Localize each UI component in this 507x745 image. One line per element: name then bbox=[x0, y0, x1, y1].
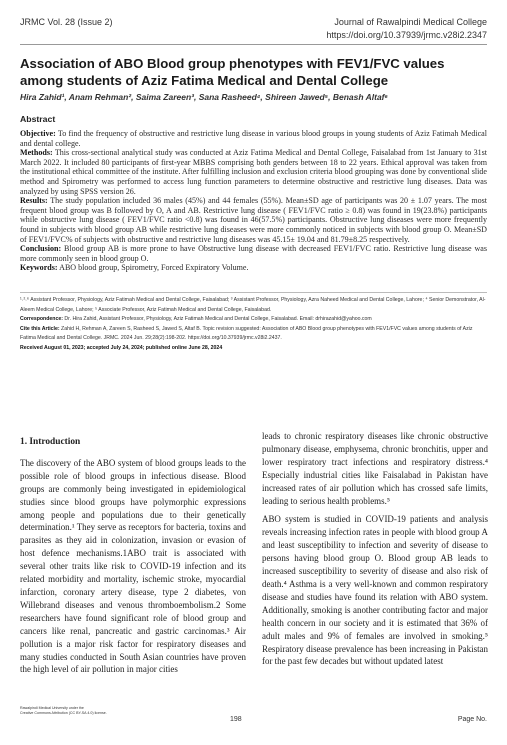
received-dates: Received August 01, 2023; accepted July 24, 2024; published online June 28, 2024 bbox=[20, 344, 223, 351]
journal-name: Journal of Rawalpindi Medical College bbox=[334, 17, 487, 27]
abstract-keywords bbox=[20, 263, 487, 273]
conclusion-label: Conclusion: bbox=[20, 244, 62, 254]
affiliation-divider bbox=[20, 292, 487, 293]
license-line-2[interactable]: Creative Commons Attribution (CC BY-SA 4.0) license. bbox=[20, 711, 107, 715]
keywords-label: Keywords: bbox=[20, 263, 58, 273]
article-title: Association of ABO Blood group phenotypes with FEV1/FVC values among students of Aziz Fatima Medical and Dental College bbox=[20, 56, 445, 88]
methods-text: This cross-sectional analytical study was conducted at Aziz Fatima Medical and Dental College, Faisalabad from 1st January to 31st March 2022. It included 80 participants of first-year MBBS comprising both genders between 18 to 22 years. Ethical approval was taken from the institutional ethical committee of the institute. After fulfilling inclusion and exclusion criteria blood grouping was done by conventional slide method and Spirometry was performed to access lung function parameters to determine obstructive and restrictive lung diseases. Data was analyzed by using SPSS version 26. bbox=[20, 148, 487, 196]
methods-label: Methods: bbox=[20, 148, 53, 158]
journal-header bbox=[20, 17, 487, 47]
doi-link[interactable]: https://doi.org/10.37939/jrmc.v28i2.2347 bbox=[326, 30, 487, 40]
intro-paragraph-continued: leads to chronic respiratory diseases like chronic obstructive pulmonary disease, emphysema, chronic bronchitis, upper and lower respiratory tract infections and respiratory distress.⁴ Especially industrial cities like Faisalabad in Pakistan have increased rates of air pollution which has crossed safe limits, leading to serious health problems.⁵ bbox=[262, 431, 488, 506]
page-number: 198 bbox=[230, 716, 242, 723]
affiliations-text: ¹˒²˒⁶ Assistant Professor, Physiology, Aziz Fatimah Medical and Dental College, Faisalabad; ³ Assistant Professor, Physiology, Azra Naheed Medical and Dental College, Lahore; ⁴ Senior Demonstrator, Al-Aleem Medical College, Lahore; ⁵ Associate Professor, Aziz Fatimah Medical and Dental College, Faisalabad. bbox=[20, 297, 486, 313]
affiliations-block bbox=[20, 296, 488, 354]
intro-paragraph-1: The discovery of the ABO system of blood groups leads to the possible role of blood groups in infectious disease. Blood groups are commonly being investigated in epidemiological studies since blood groups have polymorphic expressions among people and populations due to their genetically determination.¹ They serve as receptors for bacteria, toxins and parasites as they aid in colonization, invasion or evasion of host defence mechanisms.1ABO trait is associated with several other traits like risk to COVID-19 infection and its related morbidity and mortality, ischemic stroke, myocardial infarction, coronary artery disease, type 2 diabetes, von Willebrand diseases and venous thromboembolism.2 Some researchers have found significant role of blood group and cancers like renal, pancreatic and gastric carcinomas.³ Air pollution is a major risk factor for respiratory diseases and many studies conducted in South Asian countries have proven the high level of air pollution in major cities bbox=[20, 457, 246, 675]
results-text: The study population included 36 males (45%) and 44 females (55%). Mean±SD age of participants was 20 ± 1.07 years. The most frequent blood group was B followed by O, A and AB. Restrictive lung disease ( FEV1/FVC ratio ≥ 0.8) was found in 19(23.8%) participants while obstructive lung disease ( FEV1/FVC ratio <0.8) was found in 46(57.5%) participants. Obstructive lung diseases were more frequently found in subjects with blood group AB while restrictive lung diseases were more commonly noticed in subjects with blood group O. Mean±SD of FEV1/FVC% of subjects with obstructive and restrictive lung diseases was 45.15± 19.04 and 81.79±8.25 respectively. bbox=[20, 196, 487, 244]
body-column-left bbox=[20, 430, 246, 682]
correspondence-text: Dr. Hira Zahid, Assistant Professor, Physiology, Aziz Fatimah Medical and Dental College, Faisalabad. Email: drhirazahid@yahoo.com bbox=[62, 316, 372, 323]
abstract-body bbox=[20, 129, 487, 273]
correspondence bbox=[20, 315, 488, 325]
abstract-heading: Abstract bbox=[20, 114, 56, 124]
section-heading-introduction: 1. Introduction bbox=[20, 437, 81, 447]
author-list: Hira Zahid¹, Anam Rehman², Saima Zareen³, Sana Rasheed⁴, Shireen Jawed⁵, Benash Altaf⁶ bbox=[20, 92, 388, 102]
objective-text: To find the frequency of obstructive and restrictive lung disease in various blood groups in young students of Aziz Fatimah Medical and dental college. bbox=[20, 129, 487, 148]
keywords-text: ABO blood group, Spirometry, Forced Expiratory Volume. bbox=[57, 263, 249, 273]
license-note bbox=[20, 706, 107, 716]
citation bbox=[20, 325, 488, 344]
abstract-results bbox=[20, 196, 487, 244]
objective-label: Objective: bbox=[20, 129, 56, 138]
cite-text: Zahid H, Rehman A, Zareen S, Rasheed S, Jawed S, Altaf B. Topic revision suggested: Association of ABO Blood group phenotypes with FEV1/FVC values among students of Aziz Fatima Medical and Dental College. JRMC. 2024 Jun. 29;28(2):198-202. https://doi.org/10.37939/jrmc.v28i2.2437. bbox=[20, 325, 473, 342]
page-label: Page No. bbox=[457, 716, 487, 723]
header-divider bbox=[20, 44, 487, 45]
results-label: Results: bbox=[20, 196, 48, 206]
license-line-1: Rawalpindi Medical University under the bbox=[20, 706, 84, 710]
conclusion-text: Blood group AB is more prone to have Obstructive lung disease with decreased FEV1/FVC ratio. Restrictive lung disease was more commonly seen in blood group O. bbox=[20, 244, 487, 263]
body-column-right bbox=[262, 430, 488, 674]
journal-volume: JRMC Vol. 28 (Issue 2) bbox=[20, 17, 113, 27]
abstract-conclusion bbox=[20, 244, 487, 263]
cite-label: Cite this Article: bbox=[20, 325, 60, 332]
intro-paragraph-2: ABO system is studied in COVID-19 patients and analysis reveals increasing infection rates in people with blood group A and least susceptibility to infection and severity of disease to persons having blood group O. Blood group AB leads to increased susceptibility to severity of disease and also risk of death.⁴ Asthma is a very well-known and common respiratory disease and studies have found its relation with ABO system. Additionally, smoking is another contributing factor and major health concern in our society and it is estimated that 36% of adult males and 9% of females are involved in smoking.⁵ Respiratory disease prevalence has been increasing in Pakistan for the past few decades but without updated latest bbox=[262, 514, 488, 667]
abstract-methods bbox=[20, 148, 487, 196]
abstract-objective bbox=[20, 129, 487, 148]
correspondence-label: Correspondence: bbox=[20, 316, 63, 323]
